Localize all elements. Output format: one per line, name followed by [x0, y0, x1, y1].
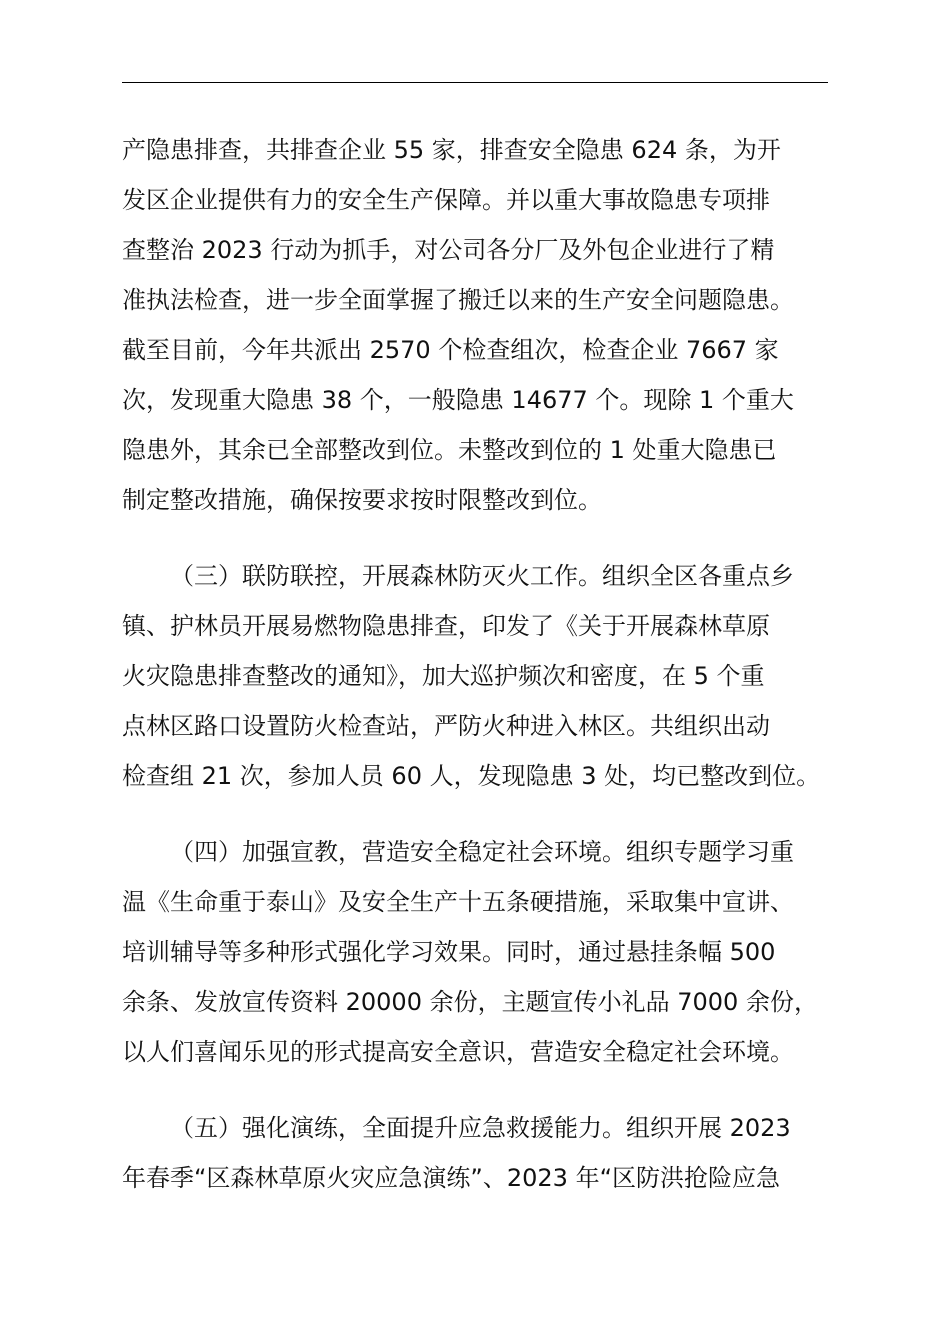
- header-rule: [122, 82, 828, 83]
- paragraph-line: 次，发现重大隐患 38 个，一般隐患 14677 个。现除 1 个重大: [122, 386, 794, 414]
- paragraph-line: 查整治 2023 行动为抓手，对公司各分厂及外包企业进行了精: [122, 236, 775, 264]
- paragraph-line: 温《生命重于泰山》及安全生产十五条硬措施，采取集中宣讲、: [122, 888, 794, 916]
- paragraph-4: [122, 1103, 828, 1203]
- paragraph-line: 年春季“区森林草原火灾应急演练”、2023 年“区防洪抢险应急: [122, 1164, 781, 1192]
- paragraph-spacer: [122, 1077, 828, 1103]
- paragraph-line: 产隐患排查，共排查企业 55 家，排查安全隐患 624 条，为开: [122, 136, 781, 164]
- paragraph-line: 培训辅导等多种形式强化学习效果。同时，通过悬挂条幅 500: [122, 938, 776, 966]
- paragraph-line: 制定整改措施，确保按要求按时限整改到位。: [122, 486, 602, 514]
- paragraph-line: （三）联防联控，开展森林防灭火工作。组织全区各重点乡: [170, 562, 794, 590]
- document-body: [122, 125, 828, 1203]
- paragraph-line: 准执法检查，进一步全面掌握了搬迁以来的生产安全问题隐患。: [122, 286, 794, 314]
- paragraph-line: 截至目前，今年共派出 2570 个检查组次，检查企业 7667 家: [122, 336, 779, 364]
- paragraph-2: [122, 551, 828, 801]
- paragraph-line: 隐患外，其余已全部整改到位。未整改到位的 1 处重大隐患已: [122, 436, 777, 464]
- paragraph-line: 火灾隐患排查整改的通知》，加大巡护频次和密度，在 5 个重: [122, 662, 765, 690]
- paragraph-line: （五）强化演练，全面提升应急救援能力。组织开展 2023: [170, 1114, 791, 1142]
- paragraph-spacer: [122, 801, 828, 827]
- paragraph-line: 检查组 21 次，参加人员 60 人，发现隐患 3 处，均已整改到位。: [122, 762, 821, 790]
- paragraph-line: 以人们喜闻乐见的形式提高安全意识，营造安全稳定社会环境。: [122, 1038, 794, 1066]
- paragraph-line: 点林区路口设置防火检查站，严防火种进入林区。共组织出动: [122, 712, 770, 740]
- paragraph-line: 发区企业提供有力的安全生产保障。并以重大事故隐患专项排: [122, 186, 770, 214]
- paragraph-line: （四）加强宣教，营造安全稳定社会环境。组织专题学习重: [170, 838, 794, 866]
- paragraph-spacer: [122, 525, 828, 551]
- paragraph-3: [122, 827, 828, 1077]
- paragraph-line: 镇、护林员开展易燃物隐患排查，印发了《关于开展森林草原: [122, 612, 770, 640]
- paragraph-line: 余条、发放宣传资料 20000 余份，主题宣传小礼品 7000 余份，: [122, 988, 818, 1016]
- paragraph-1: [122, 125, 828, 525]
